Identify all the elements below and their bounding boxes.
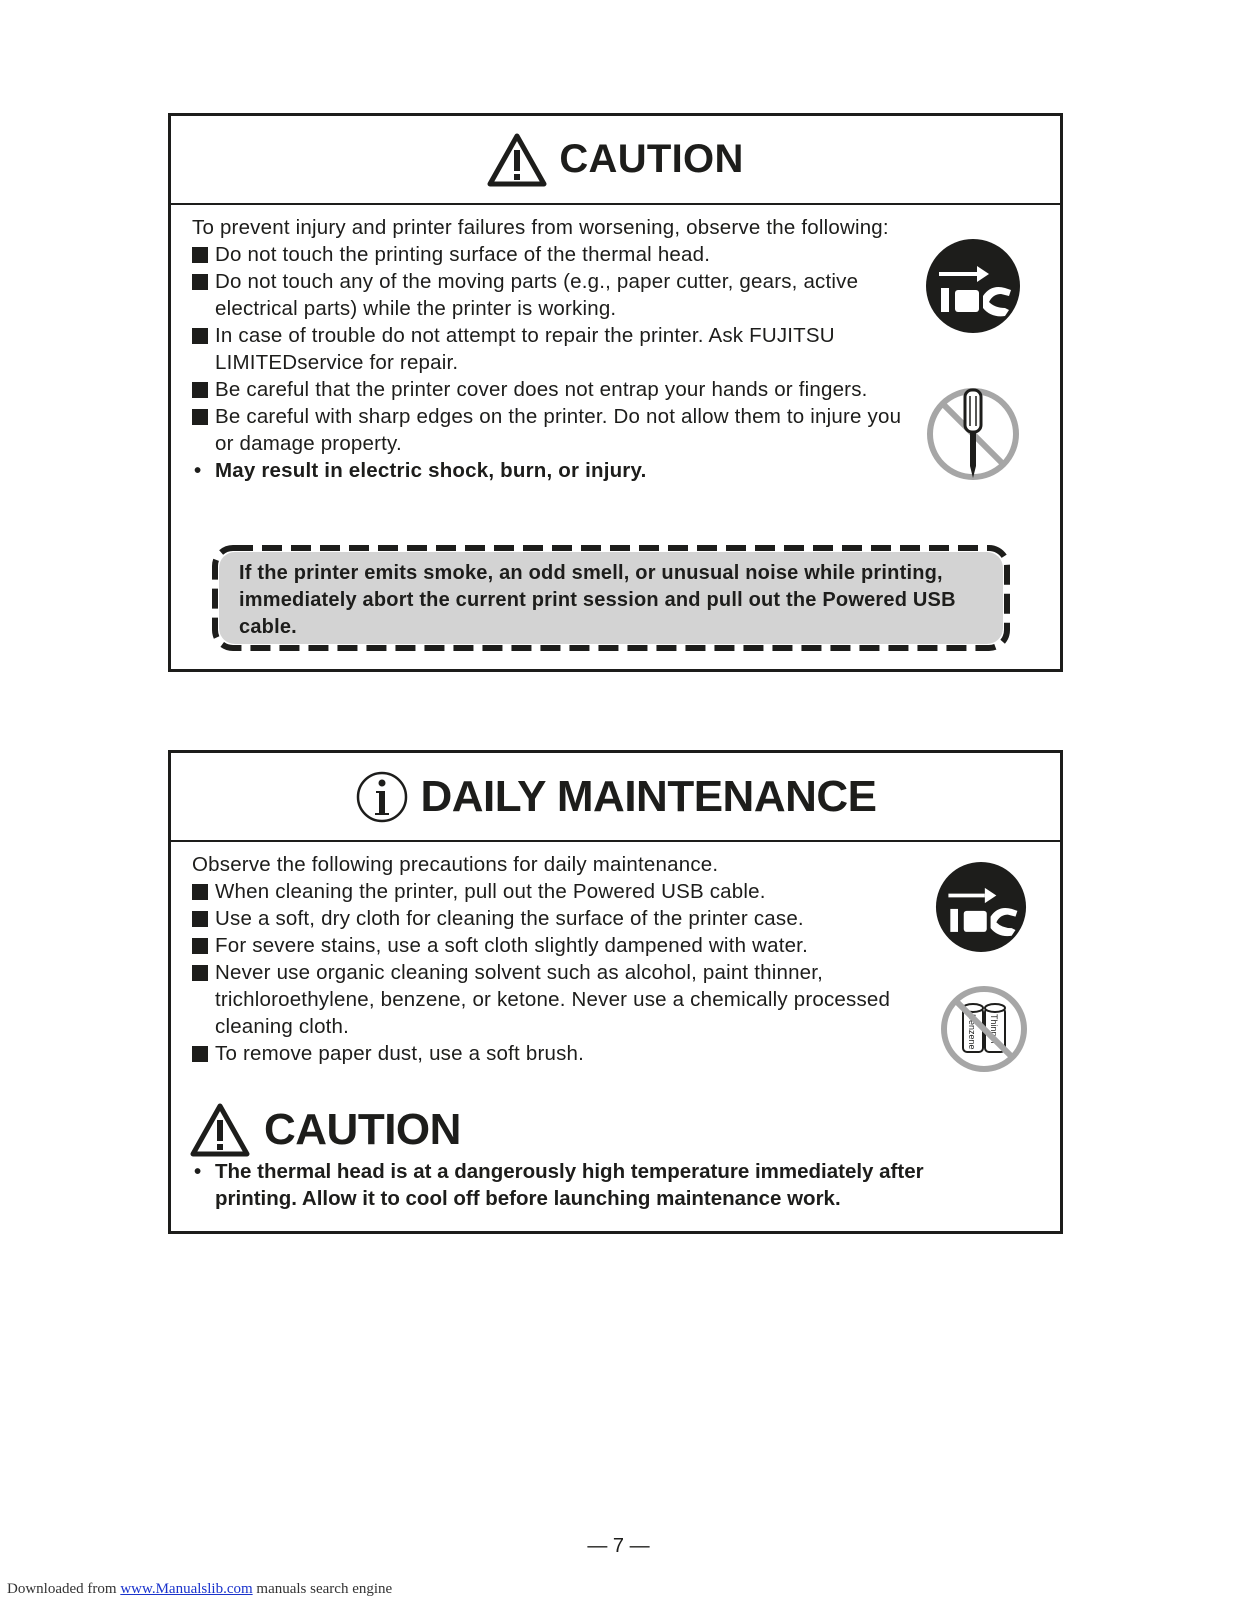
caution-box [168, 113, 1063, 672]
maintenance-box [168, 750, 1063, 1234]
caution-content [192, 214, 904, 484]
caution-list [192, 241, 904, 484]
alert-text: If the printer emits smoke, an odd smell, or unusual noise while printing, immediately abort the current print session and pull out the Powered USB cable. [239, 562, 956, 638]
bold-note: • May result in electric shock, burn, or injury. [194, 459, 647, 482]
unplug-icon [935, 861, 1027, 953]
caution-header [171, 116, 1060, 205]
maintenance-title: DAILY MAINTENANCE [420, 771, 877, 821]
maintenance-list [192, 878, 912, 1067]
caution-title: CAUTION [559, 137, 744, 181]
sub-caution-header [190, 1103, 461, 1157]
sub-caution-title: CAUTION [264, 1105, 461, 1154]
manualslib-link[interactable]: www.Manualslib.com [120, 1581, 253, 1597]
unplug-icon [925, 238, 1021, 334]
list-item: When cleaning the printer, pull out the Powered USB cable. [192, 878, 912, 905]
info-icon [355, 769, 409, 825]
sub-caution-note: • The thermal head is at a dangerously high temperature immediately after printing. Allow it to cool off before launching maintenance work. [194, 1160, 924, 1210]
list-item: Be careful that the printer cover does not entrap your hands or fingers. [192, 376, 904, 403]
no-screwdriver-icon [925, 386, 1021, 482]
list-item: To remove paper dust, use a soft brush. [192, 1040, 912, 1067]
thinner-label: Thinner [989, 1014, 999, 1045]
maintenance-content [192, 851, 912, 1067]
benzene-label: Benzene [967, 1014, 977, 1050]
list-item: Use a soft, dry cloth for cleaning the surface of the printer case. [192, 905, 912, 932]
warning-triangle-icon [190, 1103, 250, 1157]
list-item: Do not touch the printing surface of the thermal head. [192, 241, 904, 268]
alert-box [211, 544, 1011, 652]
list-item: Do not touch any of the moving parts (e.g., paper cutter, gears, active electrical parts) while the printer is working. [192, 268, 904, 322]
list-item: For severe stains, use a soft cloth slightly dampened with water. [192, 932, 912, 959]
page-number: — 7 — [587, 1535, 650, 1557]
no-solvent-icon [939, 984, 1029, 1074]
list-item: Never use organic cleaning solvent such as alcohol, paint thinner, trichloroethylene, benzene, or ketone. Never use a chemically processed cleaning cloth. [192, 959, 912, 1040]
maintenance-intro: Observe the following precautions for daily maintenance. [192, 853, 719, 876]
maintenance-header [171, 753, 1060, 842]
list-item: Be careful with sharp edges on the printer. Do not allow them to injure you or damage property. [192, 403, 904, 457]
download-footer: Downloaded from www.Manualslib.com manuals search engine [7, 1581, 393, 1597]
warning-triangle-icon [487, 133, 547, 187]
list-item: In case of trouble do not attempt to repair the printer. Ask FUJITSU LIMITEDservice for repair. [192, 322, 904, 376]
caution-intro: To prevent injury and printer failures from worsening, observe the following: [192, 216, 889, 239]
